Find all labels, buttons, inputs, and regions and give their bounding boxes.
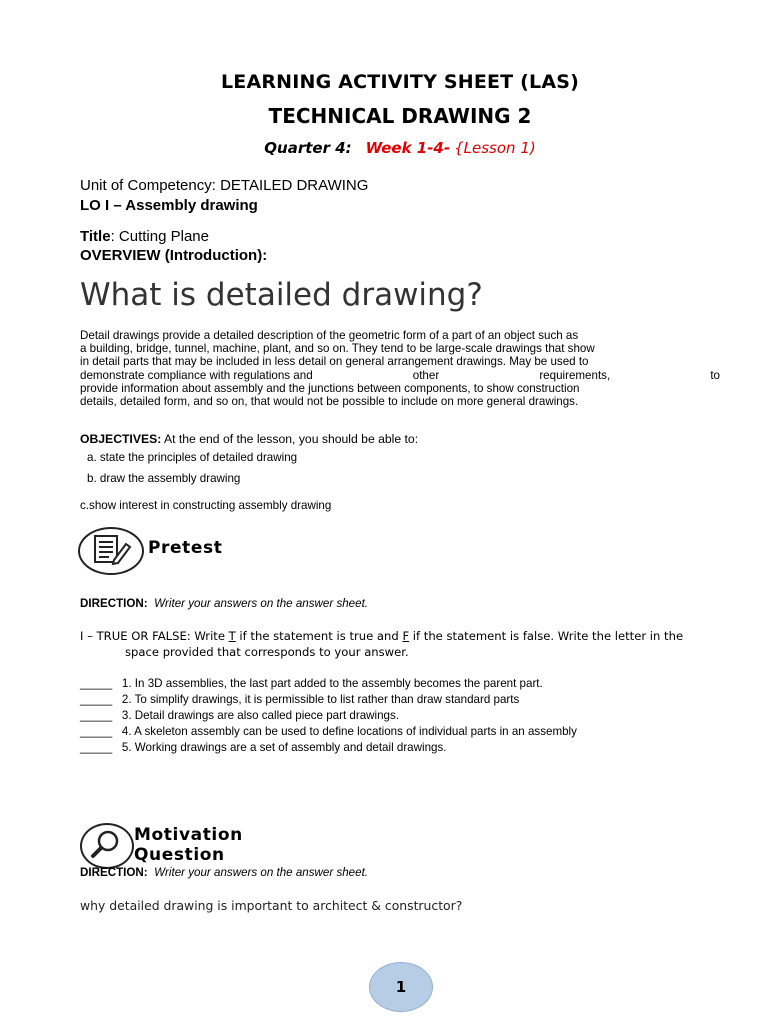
- sheet-title: LEARNING ACTIVITY SHEET (LAS): [220, 71, 580, 93]
- title-line: [80, 228, 209, 245]
- unit-of-competency: [80, 177, 368, 194]
- tf-question-3: [80, 709, 399, 722]
- pretest-title: Pretest: [148, 538, 223, 558]
- objective-item: c.show interest in constructing assembly drawing: [80, 499, 332, 512]
- intro-line: details, detailed form, and so on, that would not be possible to include on more general drawings.: [80, 395, 579, 409]
- motivation-question: why detailed drawing is important to architect & constructor?: [80, 898, 463, 913]
- objective-item: b. draw the assembly drawing: [87, 472, 241, 485]
- direction-text: Writer your answers on the answer sheet.: [154, 866, 369, 879]
- tf-question-2: [80, 693, 519, 706]
- intro-line: [80, 369, 720, 382]
- intro-paragraph: [80, 329, 720, 408]
- page-number: 1: [395, 978, 407, 996]
- question-text: 2. To simplify drawings, it is permissible to list rather than draw standard parts: [121, 693, 520, 706]
- tf-true-letter: T: [228, 629, 236, 643]
- answer-blank[interactable]: _____: [80, 677, 113, 690]
- question-text: 3. Detail drawings are also called piece part drawings.: [121, 709, 400, 722]
- subject-title: TECHNICAL DRAWING 2: [268, 104, 532, 128]
- intro-line-part: other: [412, 368, 440, 382]
- answer-blank[interactable]: _____: [80, 709, 113, 722]
- document-pencil-icon: [92, 533, 132, 567]
- motivation-title-line-2: Question: [134, 845, 225, 865]
- intro-line: a building, bridge, tunnel, machine, plant, and so on. They tend to be large-scale drawings that show: [80, 342, 595, 356]
- overview-heading: OVERVIEW (Introduction):: [80, 247, 268, 264]
- tf-question-5: [80, 741, 447, 754]
- question-text: 1. In 3D assemblies, the last part added to the assembly becomes the parent part.: [121, 677, 543, 690]
- answer-blank[interactable]: _____: [80, 741, 113, 754]
- tf-false-letter: F: [402, 629, 410, 643]
- intro-line: in detail parts that may be included in less detail on general arrangement drawings. May be used to: [80, 355, 589, 369]
- quarter-line: [0, 139, 768, 157]
- objectives-heading: [80, 432, 418, 446]
- answer-blank[interactable]: _____: [80, 693, 113, 706]
- motivation-title: [134, 825, 243, 865]
- intro-line-part: to: [710, 368, 720, 382]
- tf-mid: if the statement is true and: [235, 629, 403, 643]
- week-label: Week 1-4-: [365, 139, 451, 157]
- intro-heading: What is detailed drawing?: [80, 277, 483, 313]
- direction-label: DIRECTION:: [80, 866, 148, 879]
- question-text: 4. A skeleton assembly can be used to define locations of individual parts in an assembly: [121, 725, 577, 738]
- true-false-instructions: [80, 628, 730, 660]
- title-label: Title: [80, 228, 111, 245]
- question-text: 5. Working drawings are a set of assembly and detail drawings.: [121, 741, 447, 754]
- lesson-label: {Lesson 1): [454, 139, 536, 157]
- learning-outcome: LO I – Assembly drawing: [80, 197, 258, 214]
- intro-line: provide information about assembly and the junctions between components, to show construction: [80, 381, 580, 395]
- tf-question-4: [80, 725, 577, 738]
- direction-label: DIRECTION:: [80, 597, 148, 610]
- objective-item: a. state the principles of detailed drawing: [87, 451, 298, 464]
- objectives-label: OBJECTIVES:: [80, 432, 162, 446]
- tf-prefix: I – TRUE OR FALSE: Write: [80, 629, 229, 643]
- unit-value: : DETAILED DRAWING: [211, 177, 369, 194]
- magnifier-icon: [88, 828, 124, 860]
- intro-line-part: requirements,: [539, 368, 611, 382]
- intro-line-part: demonstrate compliance with regulations and: [80, 368, 313, 382]
- title-value: : Cutting Plane: [110, 228, 209, 245]
- tf-suffix: if the statement is false. Write the letter in the: [409, 629, 684, 643]
- pretest-direction: [80, 597, 368, 610]
- intro-line: Detail drawings provide a detailed description of the geometric form of a part of an object such as: [80, 329, 579, 342]
- motivation-direction: [80, 866, 368, 879]
- tf-line-1: [80, 628, 730, 644]
- direction-text: Writer your answers on the answer sheet.: [154, 597, 369, 610]
- page-number-badge: [369, 962, 433, 1012]
- motivation-title-line-1: Motivation: [134, 825, 243, 845]
- objectives-text: At the end of the lesson, you should be able to:: [161, 432, 419, 446]
- unit-label: Unit of Competency: [80, 177, 212, 194]
- quarter-label: Quarter 4:: [264, 139, 352, 157]
- tf-line-2: space provided that corresponds to your answer.: [125, 645, 409, 659]
- tf-question-1: [80, 677, 543, 690]
- answer-blank[interactable]: _____: [80, 725, 113, 738]
